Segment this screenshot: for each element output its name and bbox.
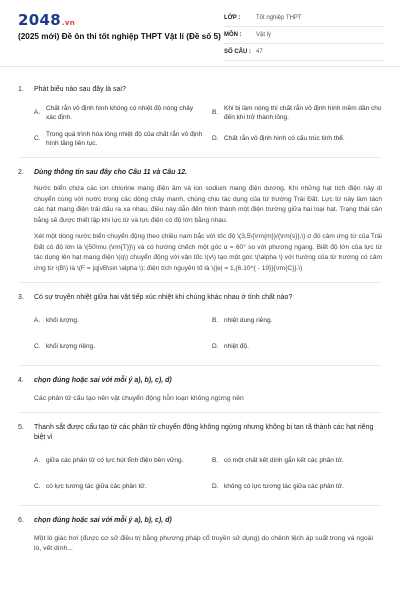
question-number: 3. [18,294,24,301]
option-text: nhiệt dung riêng. [224,317,273,325]
meta-key: SỐ CÂU : [224,49,251,55]
option-letter: D. [212,483,219,491]
question-number: 1. [18,86,24,93]
option-letter: C. [34,135,41,143]
meta-table [224,10,384,61]
passage-paragraph: Nước biển chứa các ion chlorine mang điện âm và ion sodium mang điện dương. Khi những hạt tích điện này di chuyển cùng với nước trong các dòng chảy mạnh, chúng chịu tác dụng của từ trường Trái Đất. Lực từ này làm tách các hạt mang điện trái dấu ra xa nhau, điều này dẫn đến hình thành một điện trường giữa hai loại hạt. Trạng thái cân bằng sẽ được thiết lập khi lực từ và lực điện có độ lớn bằng nhau. [34,185,382,224]
option-b[interactable] [212,451,382,471]
option-c[interactable] [34,477,204,497]
meta-value: Tốt nghiệp THPT [256,15,302,21]
option-b[interactable] [212,103,382,123]
option-letter: A. [34,109,41,117]
question-6 [18,506,382,562]
option-d[interactable] [212,337,382,357]
option-b[interactable] [212,311,382,331]
question-text: Phát biểu nào sau đây là sai? [34,86,126,93]
question-1 [18,75,382,158]
option-text: khối lượng riêng. [46,343,96,351]
question-2 [18,158,382,283]
option-text: giữa các phân tử có lực hút tĩnh điện bền vững. [46,457,184,465]
options [18,103,382,149]
option-letter: B. [212,109,219,117]
question-number: 2. [18,169,24,176]
option-text: khối lượng. [46,317,79,325]
question-text: Thanh sắt được cấu tạo từ các phân tử chuyển động không ngừng nhưng không bị tan rã thành các hạt riêng biệt vì [34,424,374,441]
meta-row-class [224,10,384,27]
option-a[interactable] [34,311,204,331]
document-title: (2025 mới) Đề ôn thi tốt nghiệp THPT Vật lí (Đề số 5) [18,32,221,41]
passage-paragraph: Xét một dòng nước biển chuyển động theo chiều nam bắc với tốc độ \(3,5\{\rm{m}}/{\rm{s}},\) σ đó cảm ứng từ của Trái Đất có độ lớn là \(50\mu {\rm{T}}\) và có hướng chếch một góc α = 60° so với phương ngang. Biết độ lớn của lực từ tác dụng lên hạt mang điện \(q\) chuyển động với vận tốc \(v\) tạo một góc \(\alpha \) với hướng của từ trường có cảm ứng từ \(B\) là \(F = |q|vB\sin \alpha \); điện tích nguyên tố là \(|e| = 1,{6.10^{ - 19}}{\rm{C}}.\) [34,233,382,272]
option-text: Chất rắn vô định hình không có nhiệt độ nóng chảy xác định. [46,104,194,121]
question-5 [18,413,382,506]
question-3 [18,283,382,366]
option-a[interactable] [34,451,204,471]
question-list [0,67,400,562]
meta-row-subject [224,27,384,44]
option-letter: C. [34,343,41,351]
option-letter: B. [212,317,219,325]
options [18,311,382,357]
option-c[interactable] [34,129,204,149]
option-c[interactable] [34,337,204,357]
option-text: Chất rắn vô định hình có cấu trúc tinh thể. [224,135,345,143]
question-number: 5. [18,424,24,431]
option-text: có lực tương tác giữa các phân tử. [46,483,147,491]
logo-suffix: .vn [61,19,76,27]
option-text: không có lực tương tác giữa các phân tử. [224,483,344,491]
site-logo[interactable] [18,11,75,29]
option-letter: B. [212,457,219,465]
question-text: Dùng thông tin sau đây cho Câu 11 và Câu 12. [34,169,188,176]
logo-main: 2048 [18,11,61,29]
question-number: 6. [18,517,24,524]
option-letter: C. [34,483,41,491]
option-letter: A. [34,317,41,325]
question-text: Có sự truyền nhiệt giữa hai vật tiếp xúc nhiệt khi chúng khác nhau ở tính chất nào? [34,294,293,301]
option-text: nhiệt độ. [224,343,249,351]
option-letter: A. [34,457,41,465]
meta-key: LỚP : [224,15,241,21]
option-letter: D. [212,343,219,351]
question-text: chọn đúng hoặc sai với mỗi ý a), b), c), d) [34,517,172,524]
question-statement: Một lò giác hơi (được cơ sở điều trị bằng phương pháp cổ truyền sử dụng) do chênh lệch áp suất trong và ngoài lò, vết dính... [34,535,373,552]
header [0,0,400,67]
option-d[interactable] [212,477,382,497]
meta-row-count [224,44,384,61]
option-d[interactable] [212,129,382,149]
question-4 [18,366,382,413]
option-text: có một chất kết dính gắn kết các phân tử. [224,457,344,465]
question-statement: Các phân tử cấu tạo nên vật chuyển động hỗn loạn không ngừng nên [34,395,244,402]
option-text: Trong quá trình hóa lỏng nhiệt độ của chất rắn vô định hình tăng liên tục. [46,130,203,147]
option-letter: D. [212,135,219,143]
question-text: chọn đúng hoặc sai với mỗi ý a), b), c), d) [34,377,172,384]
option-text: Khi bị làm nóng thì chất rắn vô định hình mềm dần cho đến khi trở thành lỏng. [224,104,382,121]
question-number: 4. [18,377,24,384]
options [18,451,382,497]
meta-value: 47 [256,49,263,55]
option-a[interactable] [34,103,204,123]
meta-key: MÔN : [224,32,242,38]
meta-value: Vật lý [256,32,272,38]
